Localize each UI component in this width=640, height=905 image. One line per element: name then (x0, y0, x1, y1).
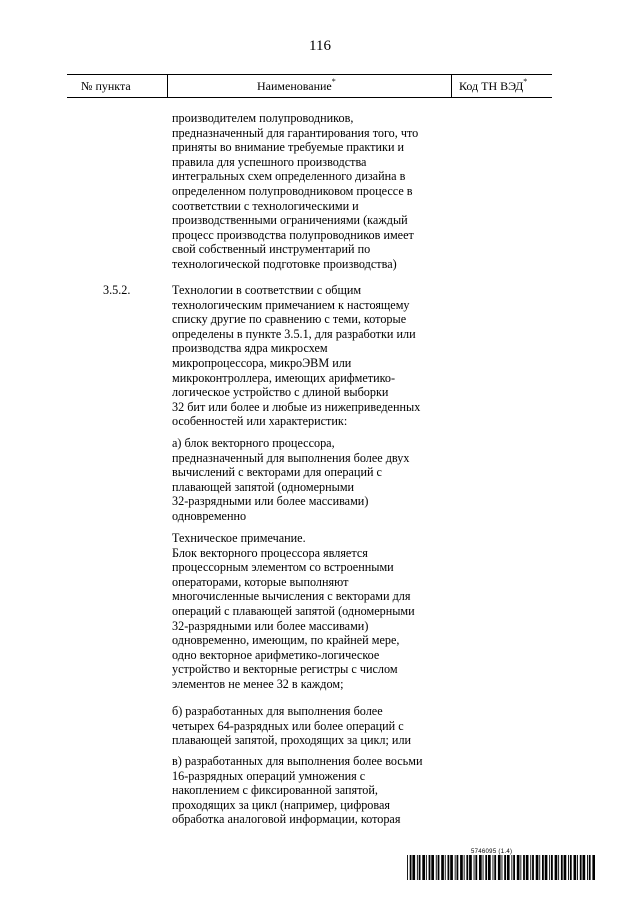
paragraph-v: в) разработанных для выполнения более восьми 16-разрядных операций умножения с накоплением с фиксированной запятой, проходящих за цикл (например, цифровая обработка аналоговой информации, которая (172, 754, 423, 827)
item-number: 3.5.2. (103, 283, 131, 297)
column-header-number: № пункта (81, 79, 131, 93)
barcode (407, 855, 595, 880)
paragraph-item: Технологии в соответствии с общим технологическим примечанием к настоящему списку другие по сравнению с теми, которые определены в пункте 3.5.1, для разработки или производства ядра микросхем микропроцессора, микроЭВМ или микроконтроллера, имеющих арифметико- логическое устройство с длиной выборки 32 бит или более и любые из нижеприведенных особенностей или характеристик: (172, 283, 421, 429)
column-divider (451, 75, 452, 97)
text-block-technical-note (172, 531, 482, 692)
paragraph-continuation: производителем полупроводников, предназначенный для гарантирования того, что приняты во внимание требуемые практики и правила для успешного производства интегральных схем определенного дизайна в определенном полупроводниковом процессе в соответствии с технологическими и производственными ограничениями (каждый процесс производства полупроводников имеет свой собственный инструментарий по технологической подготовке производства) (172, 111, 419, 271)
text-block-b (172, 704, 482, 748)
page-number: 116 (309, 38, 331, 54)
text-block-3-5-2 (172, 283, 482, 429)
barcode-label: 5746095 (1.4) (471, 849, 513, 855)
column-divider (167, 75, 168, 97)
paragraph-technical-note: Техническое примечание. Блок векторного процессора является процессорным элементом со встроенными операторами, которые выполняют многочисленные вычисления с векторами для операций с плавающей запятой (одномерными 32-разрядными или более массивами) одновременно, имеющим, по крайней мере, одно векторное арифметико-логическое устройство и векторные регистры с числом элементов не менее 32 в каждом; (172, 531, 415, 691)
text-block-v (172, 754, 482, 827)
text-block-continuation (172, 111, 482, 272)
paragraph-a: а) блок векторного процессора, предназначенный для выполнения более двух вычислений с векторами для операций с плавающей запятой (одномерными 32-разрядными или более массивами) одновременно (172, 436, 410, 523)
table-header (67, 74, 552, 98)
text-block-a (172, 436, 482, 524)
paragraph-b: б) разработанных для выполнения более четырех 64-разрядных или более операций с плавающей запятой, проходящих за цикл; или (172, 704, 412, 748)
column-header-code: Код ТН ВЭД* (459, 77, 528, 93)
column-header-name: Наименование* (257, 77, 336, 93)
